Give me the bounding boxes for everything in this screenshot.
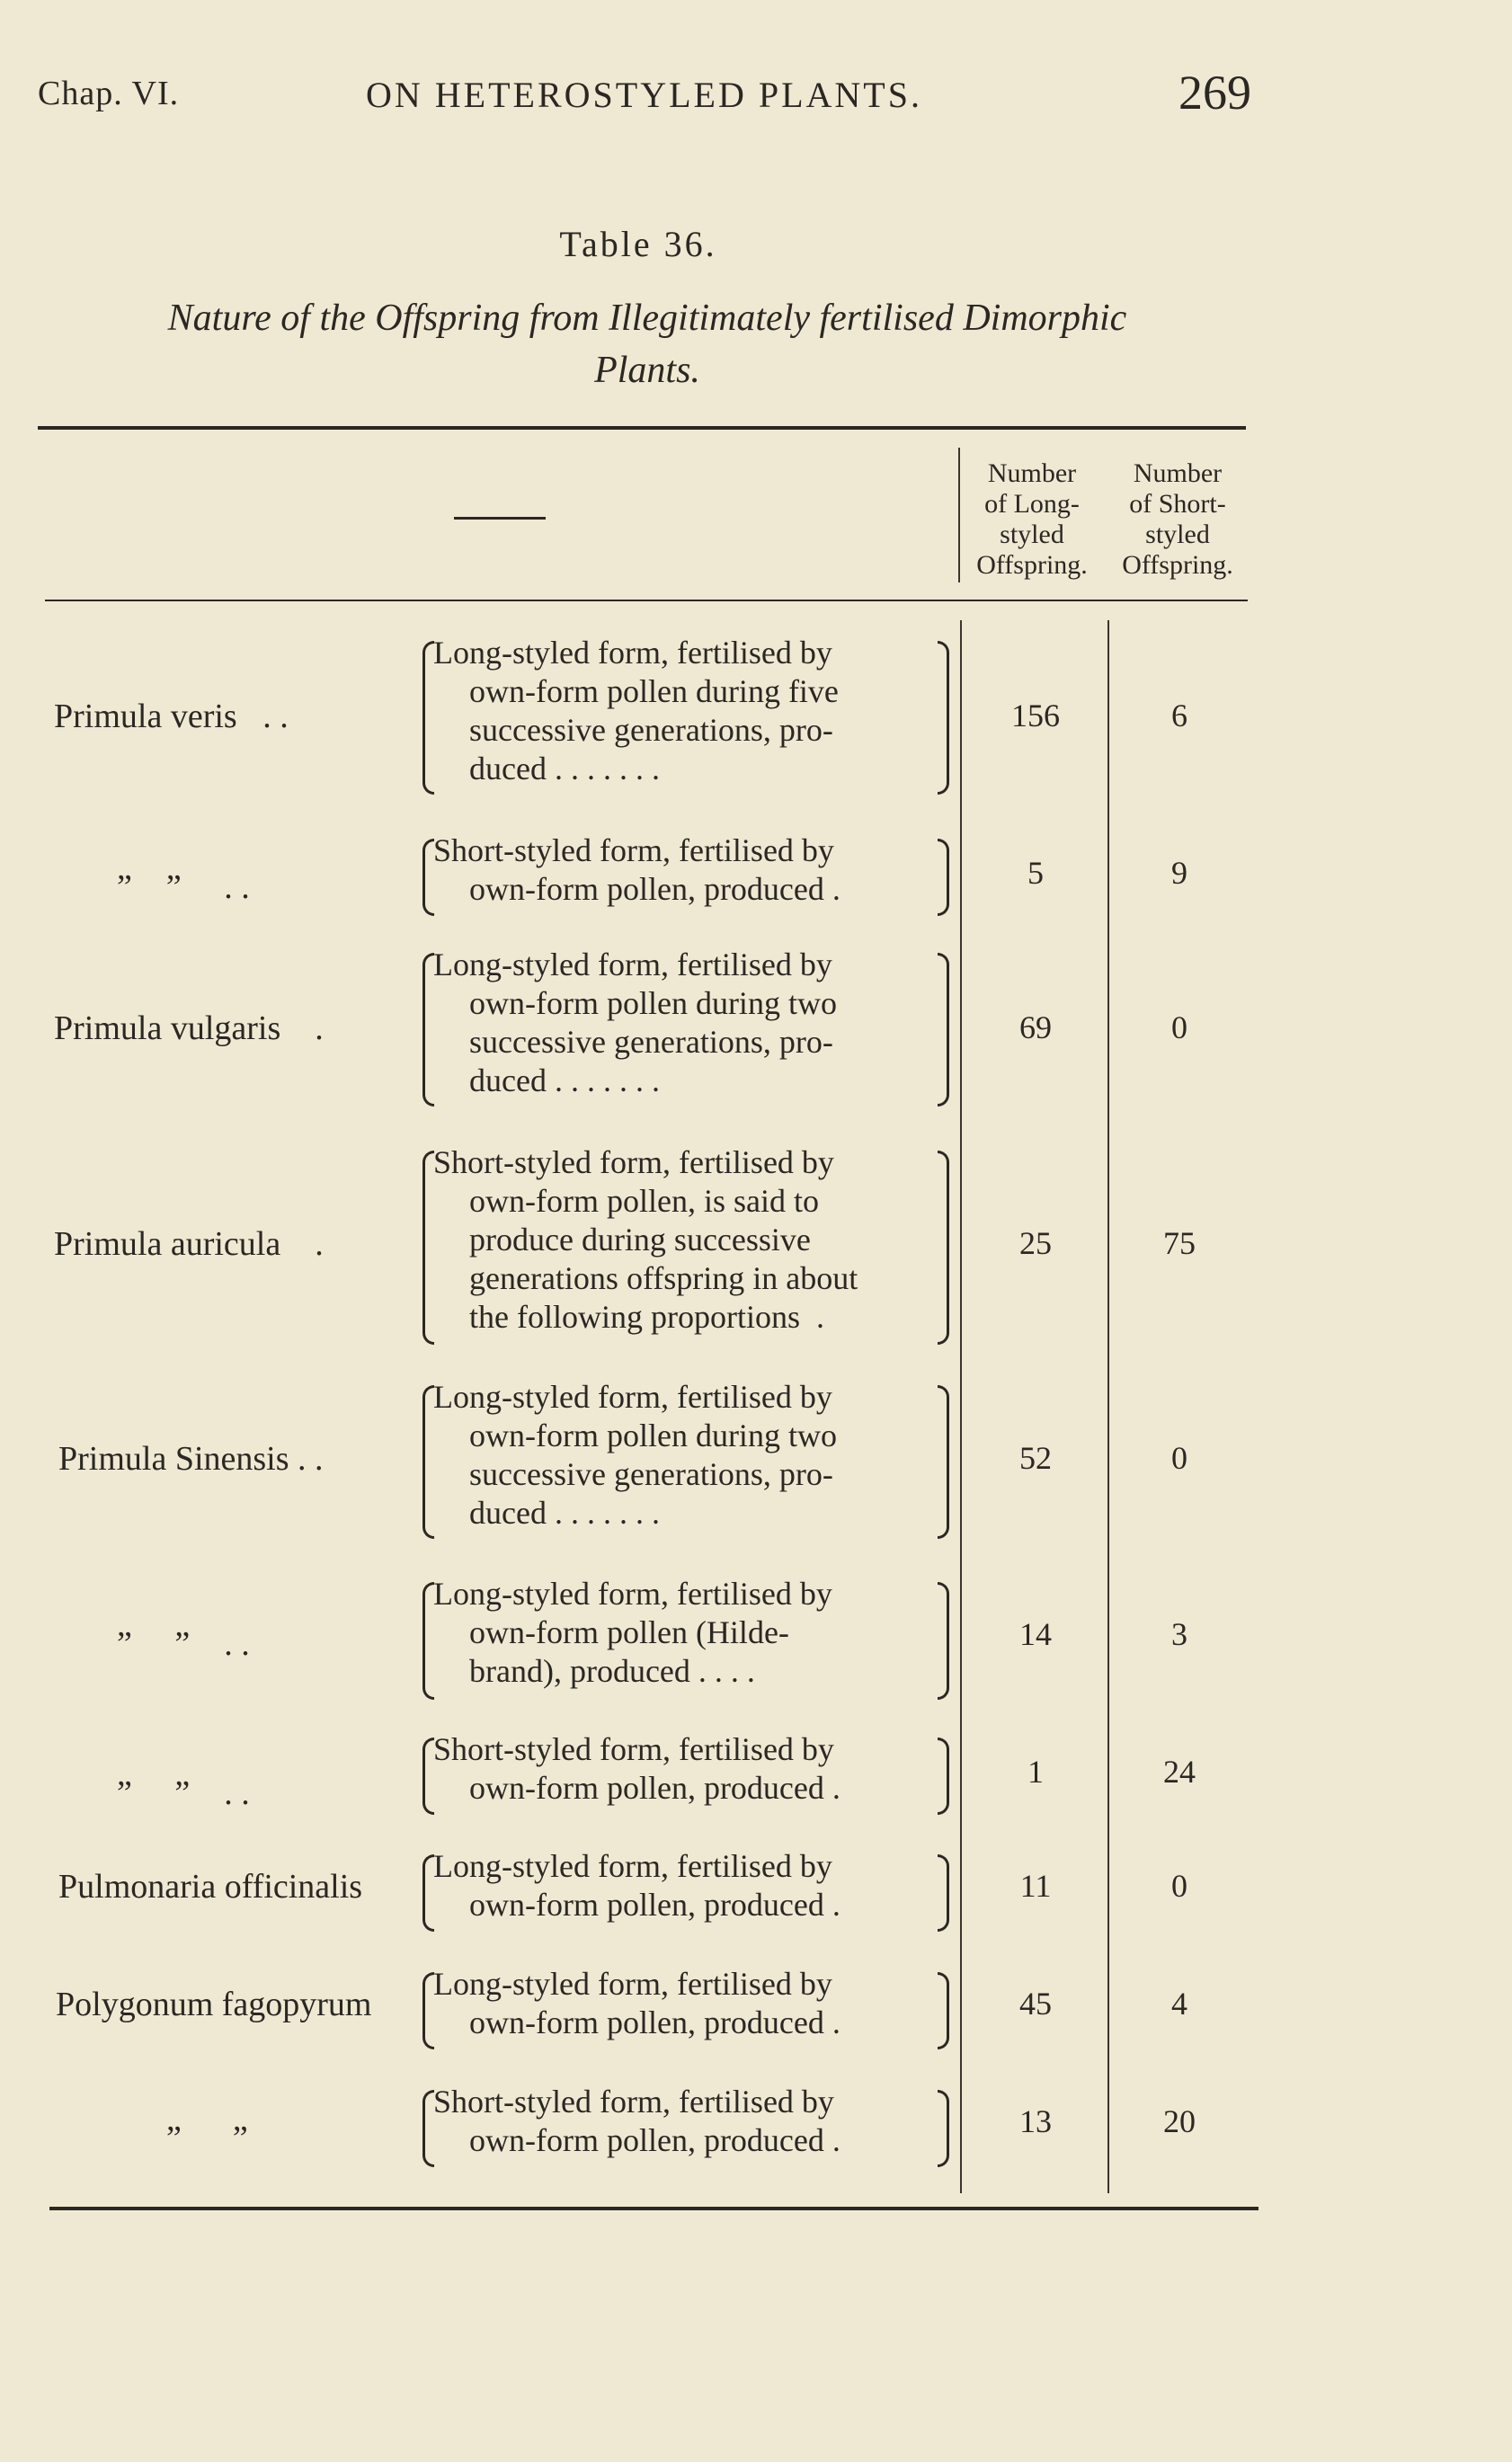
species-name: ” ” . . bbox=[117, 868, 250, 906]
long-styled-count: 156 bbox=[1011, 698, 1060, 733]
desc-line: own-form pollen, is said to bbox=[469, 1183, 819, 1219]
short-styled-count: 75 bbox=[1163, 1225, 1196, 1261]
col-separator-1 bbox=[960, 620, 962, 2193]
desc-line: own-form pollen, produced . bbox=[469, 1770, 840, 1806]
col-long-line-2: of Long- bbox=[984, 489, 1080, 519]
table-label: Table 36. bbox=[559, 224, 717, 264]
col-separator-2 bbox=[1107, 620, 1109, 2193]
desc-line: Short-styled form, fertilised by bbox=[433, 1144, 834, 1180]
short-styled-count: 0 bbox=[1171, 1009, 1187, 1045]
desc-line: successive generations, pro- bbox=[469, 1456, 833, 1492]
desc-line: duced . . . . . . . bbox=[469, 751, 660, 787]
right-brace bbox=[938, 1151, 949, 1345]
desc-line: Short-styled form, fertilised by bbox=[433, 832, 834, 868]
desc-line: successive generations, pro- bbox=[469, 712, 833, 748]
species-name: Primula auricula . bbox=[54, 1225, 324, 1263]
desc-line: generations offspring in about bbox=[469, 1260, 858, 1296]
desc-line: Long-styled form, fertilised by bbox=[433, 635, 832, 671]
short-styled-count: 20 bbox=[1163, 2103, 1196, 2139]
table-caption bbox=[63, 292, 1232, 396]
col-header-short-styled bbox=[1106, 458, 1250, 581]
right-brace bbox=[938, 1854, 949, 1932]
desc-line: own-form pollen (Hilde- bbox=[469, 1614, 789, 1650]
desc-line: duced . . . . . . . bbox=[469, 1062, 660, 1098]
long-styled-count: 25 bbox=[1019, 1225, 1052, 1261]
short-styled-count: 0 bbox=[1171, 1868, 1187, 1904]
desc-line: own-form pollen during two bbox=[469, 1418, 837, 1453]
right-brace bbox=[938, 953, 949, 1107]
species-name: ” ” . . bbox=[117, 1774, 250, 1812]
chapter-label: Chap. VI. bbox=[38, 75, 180, 112]
desc-line: Long-styled form, fertilised by bbox=[433, 1379, 832, 1415]
species-name: Primula vulgaris . bbox=[54, 1009, 324, 1047]
col-short-line-1: Number bbox=[1133, 458, 1223, 488]
row-description bbox=[433, 1730, 941, 1808]
top-rule bbox=[38, 426, 1246, 430]
desc-line: the following proportions . bbox=[469, 1299, 824, 1335]
row-description bbox=[433, 634, 941, 788]
running-title: ON HETEROSTYLED PLANTS. bbox=[366, 75, 922, 115]
species-name: Primula veris . . bbox=[54, 698, 289, 735]
species-name: Primula Sinensis . . bbox=[58, 1440, 324, 1478]
short-styled-count: 6 bbox=[1171, 698, 1187, 733]
row-description bbox=[433, 831, 941, 909]
species-name: ” ” bbox=[166, 2120, 248, 2157]
col-short-line-3: styled bbox=[1145, 520, 1210, 549]
stub-heading-dash bbox=[454, 517, 546, 520]
running-header bbox=[38, 65, 1251, 119]
desc-line: own-form pollen, produced . bbox=[469, 2122, 840, 2158]
desc-line: duced . . . . . . . bbox=[469, 1495, 660, 1531]
short-styled-count: 24 bbox=[1163, 1754, 1196, 1790]
desc-line: produce during successive bbox=[469, 1222, 811, 1258]
short-styled-count: 0 bbox=[1171, 1440, 1187, 1476]
desc-line: own-form pollen, produced . bbox=[469, 871, 840, 907]
row-description bbox=[433, 2083, 941, 2160]
row-description bbox=[433, 1575, 941, 1691]
right-brace bbox=[938, 1972, 949, 2049]
short-styled-count: 4 bbox=[1171, 1986, 1187, 2022]
row-description bbox=[433, 946, 941, 1100]
right-brace bbox=[938, 1582, 949, 1700]
long-styled-count: 1 bbox=[1027, 1754, 1044, 1790]
species-name: Polygonum fagopyrum bbox=[56, 1986, 372, 2023]
species-name: Pulmonaria officinalis bbox=[58, 1868, 363, 1906]
long-styled-count: 52 bbox=[1019, 1440, 1052, 1476]
long-styled-count: 45 bbox=[1019, 1986, 1052, 2022]
row-description bbox=[433, 1143, 941, 1337]
right-brace bbox=[938, 839, 949, 916]
col-long-line-1: Number bbox=[987, 458, 1077, 488]
desc-line: Long-styled form, fertilised by bbox=[433, 1576, 832, 1612]
long-styled-count: 5 bbox=[1027, 855, 1044, 891]
long-styled-count: 13 bbox=[1019, 2103, 1052, 2139]
col-separator-header-1 bbox=[958, 448, 960, 582]
desc-line: Long-styled form, fertilised by bbox=[433, 1966, 832, 2002]
caption-line-1: Nature of the Offspring from Illegitimately fertilised Dimorphic bbox=[167, 298, 1127, 339]
desc-line: successive generations, pro- bbox=[469, 1024, 833, 1060]
desc-line: own-form pollen during five bbox=[469, 673, 839, 709]
short-styled-count: 9 bbox=[1171, 855, 1187, 891]
desc-line: own-form pollen, produced . bbox=[469, 2004, 840, 2040]
right-brace bbox=[938, 1738, 949, 1815]
right-brace bbox=[938, 641, 949, 795]
desc-line: Long-styled form, fertilised by bbox=[433, 1848, 832, 1884]
col-short-line-2: of Short- bbox=[1129, 489, 1226, 519]
right-brace bbox=[938, 2090, 949, 2167]
page-number: 269 bbox=[1178, 66, 1251, 120]
right-brace bbox=[938, 1385, 949, 1539]
row-description bbox=[433, 1965, 941, 2042]
col-long-line-3: styled bbox=[1000, 520, 1064, 549]
desc-line: Short-styled form, fertilised by bbox=[433, 2084, 834, 2120]
desc-line: brand), produced . . . . bbox=[469, 1653, 755, 1689]
long-styled-count: 69 bbox=[1019, 1009, 1052, 1045]
desc-line: Long-styled form, fertilised by bbox=[433, 947, 832, 982]
header-rule bbox=[45, 600, 1248, 601]
long-styled-count: 14 bbox=[1019, 1616, 1052, 1652]
desc-line: own-form pollen during two bbox=[469, 985, 837, 1021]
bottom-rule bbox=[49, 2207, 1259, 2210]
short-styled-count: 3 bbox=[1171, 1616, 1187, 1652]
col-short-line-4: Offspring. bbox=[1122, 550, 1233, 580]
desc-line: own-form pollen, produced . bbox=[469, 1887, 840, 1923]
long-styled-count: 11 bbox=[1019, 1868, 1052, 1904]
col-header-long-styled bbox=[960, 458, 1104, 581]
row-description bbox=[433, 1847, 941, 1924]
caption-line-2: Plants. bbox=[594, 350, 700, 391]
desc-line: Short-styled form, fertilised by bbox=[433, 1731, 834, 1767]
row-description bbox=[433, 1378, 941, 1533]
col-long-line-4: Offspring. bbox=[976, 550, 1088, 580]
species-name: ” ” . . bbox=[117, 1625, 250, 1663]
